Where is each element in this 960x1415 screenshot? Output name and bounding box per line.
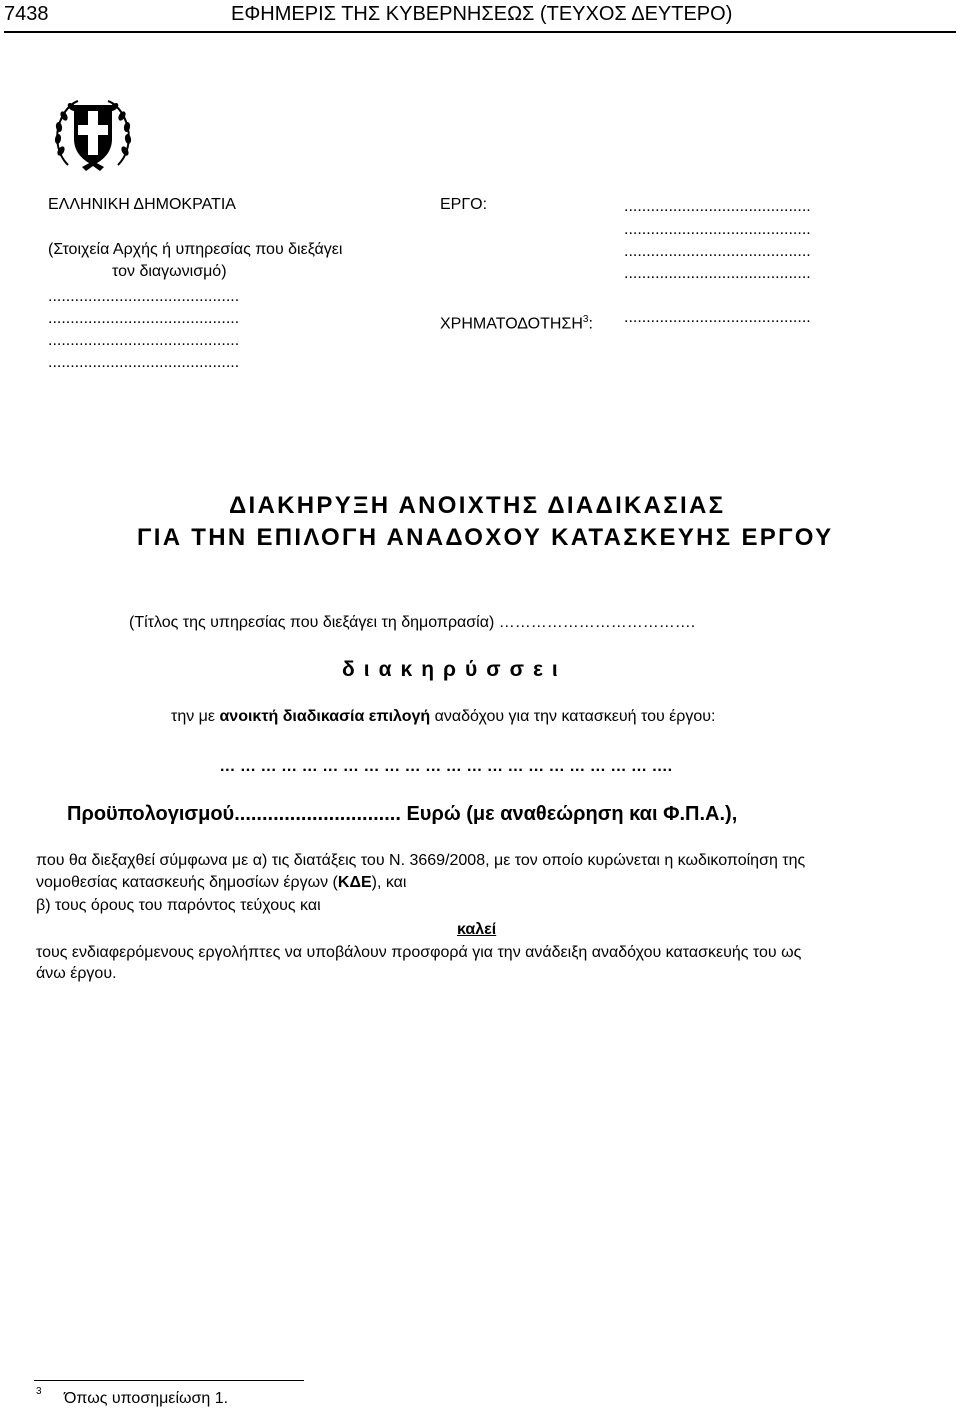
announcement-title-line2: ΓΙΑ ΤΗΝ ΕΠΙΛΟΓΗ ΑΝΑΔΟΧΟΥ ΚΑΤΑΣΚΕΥΗΣ ΕΡΓΟΥ [137, 524, 834, 551]
body-text-line: άνω έργου. [36, 965, 117, 982]
procedure-bold-text: ανοικτή διαδικασία επιλογή [219, 708, 431, 725]
budget-line [67, 803, 737, 826]
page-number: 7438 [4, 3, 49, 25]
body-text-line [36, 874, 406, 892]
procedure-line [171, 708, 715, 726]
authority-blank-line: ........................................... [48, 310, 240, 327]
invites-heading: καλεί [457, 921, 497, 938]
authority-note-line1: (Στοιχεία Αρχής ή υπηρεσίας που διεξάγει [48, 241, 343, 258]
budget-label: Προϋπολογισμού [67, 803, 235, 825]
project-blank-line: .......................................... [624, 265, 811, 282]
body-text-line: που θα διεξαχθεί σύμφωνα με α) τις διατάξεις του Ν. 3669/2008, με τον οποίο κυρώνεται η κωδικοποίηση της [36, 852, 806, 869]
procedure-text: την με [171, 708, 220, 725]
announcement-title-line1: ΔΙΑΚΗΡΥΞΗ ΑΝΟΙΧΤΗΣ ΔΙΑΔΙΚΑΣΙΑΣ [229, 492, 726, 519]
authority-blank-line: ........................................... [48, 332, 240, 349]
budget-suffix: Ευρώ (με αναθεώρηση και Φ.Π.Α.), [400, 803, 738, 825]
project-blank-line: .......................................... [624, 243, 811, 260]
authority-name: ΕΛΛΗΝΙΚΗ ΔΗΜΟΚΡΑΤΙΑ [48, 196, 236, 213]
authority-blank-line: ........................................... [48, 288, 240, 305]
service-title-line: (Τίτλος της υπηρεσίας που διεξάγει τη δημοπρασία) ………………………………. [129, 614, 696, 631]
body-text: νομοθεσίας κατασκευής δημοσίων έργων ( [36, 874, 338, 891]
funding-colon: : [588, 315, 593, 333]
procedure-text: αναδόχου για την κατασκευή του έργου: [430, 708, 716, 725]
project-blank-line: .......................................... [624, 198, 811, 215]
body-bold-text: ΚΔΕ [337, 874, 372, 891]
work-blank-line: ... ... ... ... ... ... ... ... ... ... ... ... ... ... ... ... ... ... ... ... ... .... [220, 758, 673, 775]
proclaims-heading: διακηρύσσει [342, 658, 567, 681]
body-text-line: τους ενδιαφερόμενους εργολήπτες να υποβάλουν προσφορά για την ανάδειξη αναδόχου κατασκευής του ως [36, 944, 802, 961]
footnote-mark: 3 [36, 1386, 42, 1397]
authority-note-line2: τον διαγωνισμό) [112, 263, 227, 280]
body-text: ), και [371, 874, 407, 891]
project-label: ΕΡΓΟ: [440, 196, 488, 213]
footnote-text: Όπως υποσημείωση 1. [64, 1390, 229, 1407]
body-text-line: β) τους όρους του παρόντος τεύχους και [36, 897, 321, 914]
funding-label-text: ΧΡΗΜΑΤΟΔΟΤΗΣΗ [440, 315, 583, 333]
funding-blank-line: .......................................... [624, 309, 811, 326]
project-blank-line: .......................................... [624, 221, 811, 238]
footnote-divider [34, 1380, 304, 1381]
funding-label [440, 314, 593, 333]
greek-coat-of-arms-icon [52, 95, 134, 173]
gazette-title: ΕΦΗΜΕΡΙΣ ΤΗΣ ΚΥΒΕΡΝΗΣΕΩΣ (ΤΕΥΧΟΣ ΔΕΥΤΕΡΟ) [231, 3, 733, 25]
budget-blank: .............................. [234, 803, 401, 825]
footnote-reference: 3 [582, 314, 589, 325]
header-divider [4, 31, 956, 33]
authority-blank-line: ........................................... [48, 354, 240, 371]
